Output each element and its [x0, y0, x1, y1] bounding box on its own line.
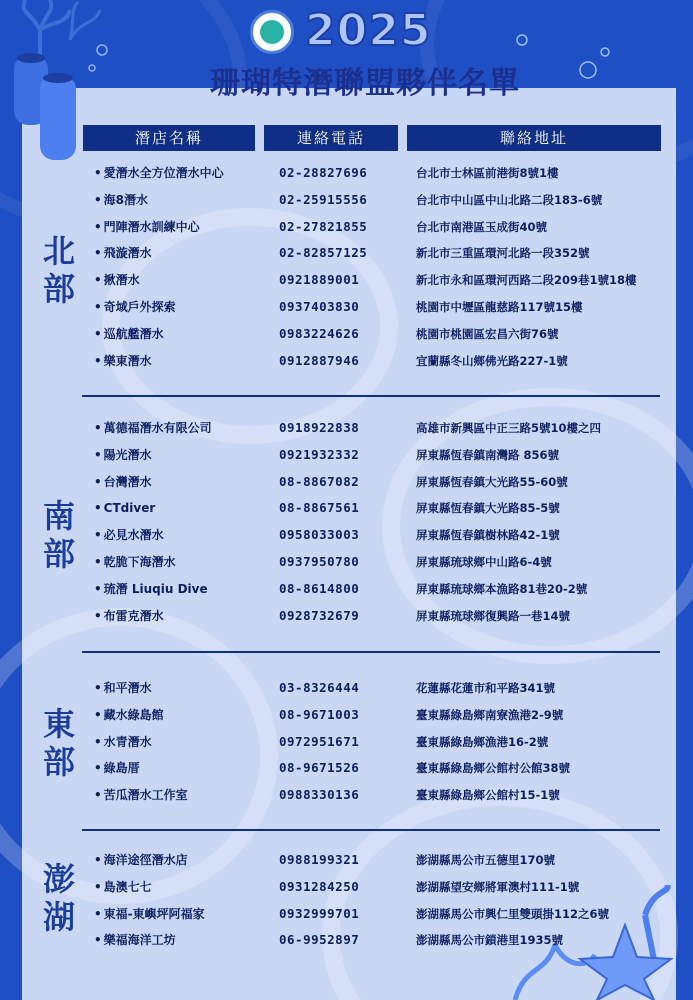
- store-row: [94, 901, 674, 927]
- store-name: • CTdiver: [94, 501, 156, 516]
- store-name: • 台灣潛水: [94, 474, 152, 489]
- store-name: • 海8潛水: [94, 192, 149, 207]
- store-phone: 08-9671526: [279, 760, 360, 776]
- store-name: • 飛漩潛水: [94, 246, 152, 261]
- column-header-phone: 連絡電話: [264, 125, 398, 151]
- store-row: [94, 675, 674, 701]
- store-address: 澎湖縣馬公市五德里170號: [416, 853, 556, 867]
- store-phone: 0983224626: [279, 325, 360, 341]
- region-label: 澎 湖: [42, 860, 75, 936]
- region-label: 東 部: [42, 705, 75, 781]
- store-row: [94, 214, 674, 240]
- year-heading: 2025: [305, 5, 432, 56]
- store-name: • 門陣潛水訓練中心: [94, 219, 200, 234]
- store-address: 台北市中山區中山北路二段183-6號: [416, 192, 603, 207]
- store-name: • 和平潛水: [94, 681, 152, 695]
- store-name: • 萬德福潛水有限公司: [94, 421, 212, 435]
- region-divider: [82, 651, 660, 653]
- store-address: 台北市士林區前港街8號1樓: [416, 166, 559, 180]
- store-row: [94, 267, 674, 293]
- store-row: [94, 782, 674, 808]
- store-phone: 06-9952897: [279, 932, 360, 948]
- store-address: 新北市三重區環河北路一段352號: [416, 246, 590, 261]
- store-row: [94, 702, 674, 728]
- store-address: 屏東縣琉球鄉復興路一巷14號: [416, 608, 571, 623]
- store-phone: 08-9671003: [279, 706, 360, 722]
- store-address: 屏東縣琉球鄉中山路6-4號: [416, 555, 552, 569]
- store-row: [94, 576, 674, 602]
- store-name: • 琉潛 Liuqiu Dive: [94, 581, 208, 596]
- store-row: [94, 874, 674, 900]
- store-phone: 02-82857125: [279, 245, 368, 261]
- store-name: • 乾脆下海潛水: [94, 555, 176, 569]
- store-name: • 樂東潛水: [94, 353, 152, 368]
- store-phone: 0988199321: [279, 852, 360, 867]
- page-title: 珊瑚特潛聯盟夥伴名單: [210, 66, 520, 101]
- store-row: [94, 549, 674, 575]
- region-label: 北 部: [42, 232, 75, 308]
- store-row: [94, 522, 674, 548]
- store-address: 澎湖縣馬公市興仁里雙頭掛112之6號: [416, 906, 610, 921]
- store-row: [94, 847, 674, 873]
- store-name: • 東福-東嶼坪阿福家: [94, 906, 205, 921]
- store-address: 桃園市桃園區宏昌六街76號: [416, 326, 559, 341]
- column-header-store: 潛店名稱: [83, 125, 255, 151]
- store-name: • 水青潛水: [94, 734, 152, 749]
- store-address: 澎湖縣望安鄉將軍澳村111-1號: [416, 879, 580, 894]
- store-row: [94, 240, 674, 266]
- store-address: 臺東縣綠島鄉公館村15-1號: [416, 788, 560, 803]
- store-phone: 03-8326444: [279, 680, 360, 695]
- store-row: [94, 603, 674, 629]
- store-phone: 0937403830: [279, 299, 360, 314]
- store-address: 桃園市中壢區龍慈路117號15樓: [416, 300, 583, 314]
- store-phone: 08-8867561: [279, 500, 360, 516]
- store-name: • 陽光潛水: [94, 447, 152, 462]
- store-address: 新北市永和區環河西路二段209巷1號18樓: [416, 273, 637, 288]
- store-address: 臺東縣綠島鄉南寮漁港2-9號: [416, 707, 564, 722]
- store-name: • 苦瓜潛水工作室: [94, 788, 188, 803]
- store-address: 屏東縣恆春鎮大光路85-5號: [416, 501, 560, 516]
- store-phone: 08-8867082: [279, 473, 360, 489]
- store-row: [94, 729, 674, 755]
- store-address: 臺東縣綠島鄉漁港16-2號: [416, 734, 549, 749]
- column-header-address: 聯絡地址: [407, 125, 661, 151]
- coral-logo-icon: [250, 10, 294, 54]
- region-divider: [82, 395, 660, 397]
- store-name: • 巡航艦潛水: [94, 326, 164, 341]
- store-row: [94, 348, 674, 374]
- store-row: [94, 442, 674, 468]
- store-name: • 樂福海洋工坊: [94, 933, 176, 948]
- store-name: • 海洋途徑潛水店: [94, 853, 188, 867]
- store-phone: 0918922838: [279, 420, 360, 435]
- bubbles-icon: [510, 30, 620, 90]
- region-label: 南 部: [42, 497, 75, 573]
- store-address: 高雄市新興區中正三路5號10樓之四: [416, 421, 602, 435]
- store-name: • 愛潛水全方位潛水中心: [94, 166, 224, 180]
- store-phone: 0988330136: [279, 787, 360, 803]
- store-phone: 0972951671: [279, 733, 360, 749]
- store-row: [94, 469, 674, 495]
- store-name: • 綠島厝: [94, 761, 140, 776]
- store-phone: 0958033003: [279, 527, 360, 543]
- store-phone: 0937950780: [279, 554, 360, 569]
- store-name: • 布雷克潛水: [94, 608, 164, 623]
- region-divider: [82, 829, 660, 831]
- store-phone: 0928732679: [279, 607, 360, 623]
- store-address: 台北市南港區玉成街40號: [416, 219, 548, 234]
- store-row: [94, 927, 674, 953]
- store-address: 屏東縣琉球鄉本漁路81巷20-2號: [416, 581, 588, 596]
- store-name: • 藏水綠島館: [94, 707, 164, 722]
- store-phone: 0931284250: [279, 878, 360, 894]
- store-address: 屏東縣恆春鎮樹林路42-1號: [416, 528, 560, 543]
- store-row: [94, 415, 674, 441]
- store-name: • 奇域戶外探索: [94, 300, 176, 314]
- store-address: 屏東縣恆春鎮南灣路 856號: [416, 447, 560, 462]
- store-phone: 02-28827696: [279, 165, 368, 180]
- store-address: 臺東縣綠島鄉公館村公館38號: [416, 761, 571, 776]
- store-name: • 揪潛水: [94, 273, 140, 288]
- store-address: 屏東縣恆春鎮大光路55-60號: [416, 474, 568, 489]
- store-address: 花蓮縣花蓮市和平路341號: [416, 681, 556, 695]
- store-phone: 02-27821855: [279, 218, 368, 234]
- store-row: [94, 755, 674, 781]
- store-name: • 島澳七七: [94, 879, 152, 894]
- store-address: 澎湖縣馬公市鎖港里1935號: [416, 933, 564, 948]
- store-phone: 0921932332: [279, 446, 360, 462]
- store-phone: 0912887946: [279, 352, 360, 368]
- store-phone: 0932999701: [279, 905, 360, 921]
- store-row: [94, 187, 674, 213]
- store-row: [94, 321, 674, 347]
- store-phone: 02-25915556: [279, 191, 368, 207]
- store-address: 宜蘭縣冬山鄉佛光路227-1號: [416, 353, 568, 368]
- store-phone: 0921889001: [279, 272, 360, 288]
- store-row: [94, 160, 674, 186]
- store-name: • 必見水潛水: [94, 528, 164, 543]
- store-phone: 08-8614800: [279, 580, 360, 596]
- store-row: [94, 294, 674, 320]
- store-row: [94, 495, 674, 521]
